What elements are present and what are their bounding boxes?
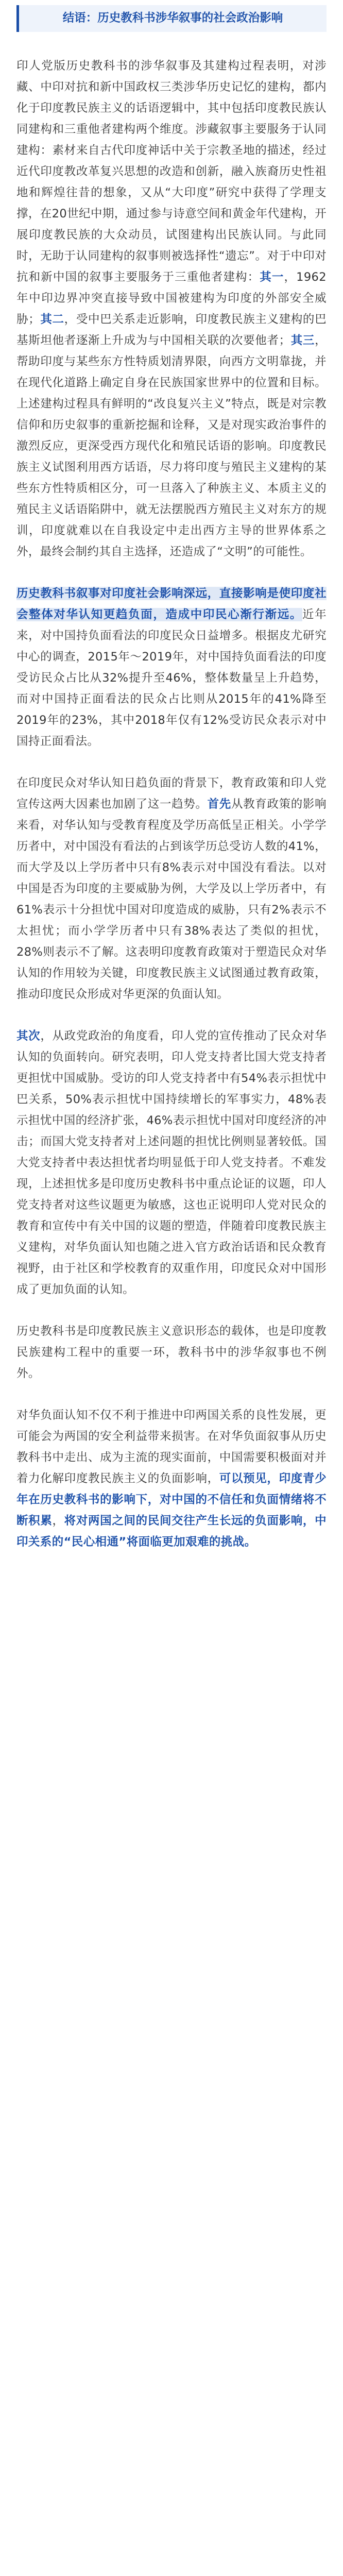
body-text: 印人党版历史教科书的涉华叙事及其建构过程表明，对涉藏、中印对抗和新中国政权三类涉华历史记忆的建构，都内化于印度教民族主义的话语逻辑中，其中包括印度教民族认同建构和三重他者建构两个维度。涉藏叙事主要服务于认同建构：素材来自古代印度神话中关于宗教圣地的描述，经过近代印度教改革复兴思想的改造和创新，融入族裔历史性祖地和辉煌往昔的想象，又从“大印度”研究中获得了学理支撑，在20世纪中期，通过参与诗意空间和黄金年代建构，开展印度教民族的大众动员，试图建构出民族认同。与此同时，无助于认同建构的叙事则被选择性“遗忘”。对于中印对抗和新中国的叙事主要服务于三重他者建构： — [16, 59, 327, 284]
highlighted-text: 历史教科书叙事对印度社会影响深远，直接影响是使印度社会整体对华认知更趋负面，造成中印民心渐行渐远。 — [16, 587, 327, 621]
paragraph — [16, 773, 327, 1005]
highlighted-text: 其二 — [40, 313, 64, 326]
body-text: ，从政党政治的角度看，印人党的宣传推动了民众对华认知的负面转向。研究表明，印人党支持者比国大党支持者更担忧中国威胁。受访的印人党支持者中有54%表示担忧中巴关系，50%表示担忧中国持续增长的军事实力，48%表示担忧中国的经济扩张，46%表示担忧中国对印度经济的冲击；而国大党支持者对上述问题的担忧比例则显著较低。国大党支持者中表达担忧者均明显低于印人党支持者。不难发现，上述担忧多是印度历史教科书中重点论证的议题，印人党支持者对这些议题更为敏感，这也正说明印人党对民众的教育和宣传中有关中国的议题的塑造，伴随着印度教民族主义建构，对华负面认知也随之进入官方政治话语和民众教育视野，由于社区和学校教育的双重作用，印度民众对中国形成了更加负面的认知。 — [16, 1029, 327, 1296]
highlighted-text: 其三 — [290, 334, 315, 347]
body-text: ，1962年中印边界冲突直接导致中国被建构为印度的外部安全威胁； — [16, 270, 327, 326]
body-text: ， — [52, 1514, 64, 1528]
body-text: 近年来，对中国持负面看法的印度民众日益增多。根据皮尤研究中心的调查，2015年～2019年，对中国持负面看法的印度受访民众占比从32%提升至46%，整体数量呈上升趋势，而对中国持正面看法的民众占比则从2015年的41%降至2019年的23%，其中2018年仅有12%受访民众表示对中国持正面看法。 — [16, 608, 327, 748]
highlighted-text: 首先 — [207, 798, 231, 811]
highlighted-text: 将对两国之间的民间交往产生长远的负面影响，中印关系的“民心相通”将面临更加艰难的挑战。 — [16, 1514, 327, 1549]
body-text: 从教育政策的影响来看，对华认知与受教育程度及学历高低呈正相关。小学学历者中，对中国没有看法的占到该学历总受访人数的41%，而大学及以上学历者中只有8%表示对中国没有看法。以对中国是否为印度的主要威胁为例，大学及以上学历者中，有61%表示十分担忧中国对印度造成的威胁，只有2%表示不太担忧；而小学学历者中只有38%表达了类似的担忧，28%则表示不了解。这表明印度教育政策对于塑造民众对华认知的作用较为关键，印度教民族主义试图通过教育政策，推动印度民众形成对华更深的负面认知。 — [16, 798, 327, 1001]
body-text: 历史教科书是印度教民族主义意识形态的载体，也是印度教民族建构工程中的重要一环，教科书中的涉华叙事也不例外。 — [16, 1325, 327, 1380]
paragraph — [16, 1405, 327, 1553]
paragraph — [16, 583, 327, 752]
body-text: 对华负面认知不仅不利于推进中印两国关系的良性发展，更可能会为两国的安全利益带来损害。在对华负面叙事从历史教科书中走出、成为主流的现实面前，中国需要积极面对并着力化解印度教民族主义的负面影响， — [16, 1409, 327, 1485]
paragraph — [16, 1026, 327, 1300]
article — [0, 5, 343, 1594]
highlighted-text: 可以预见，印度青少年在历史教科书的影响下，对中国的不信任和负面情绪将不断积累 — [16, 1472, 327, 1528]
highlighted-text: 其一 — [260, 270, 284, 284]
paragraph — [16, 56, 327, 563]
body-text: 在印度民众对华认知日趋负面的背景下，教育政策和印人党宣传这两大因素也加剧了这一趋势。 — [16, 776, 327, 811]
article-body — [16, 56, 327, 1553]
body-text: ，帮助印度与某些东方性特质划清界限，向西方文明靠拢，并在现代化道路上确定自身在民族国家世界中的位置和目标。上述建构过程具有鲜明的“改良复兴主义”特点，既是对宗教信仰和历史叙事的重新挖掘和诠释，又是对现实政治事件的激烈反应，更深受西方现代化和殖民话语的影响。印度教民族主义试图利用西方话语，尽力将印度与殖民主义建构的某些东方性特质相区分，可一旦落入了种族主义、本质主义的殖民主义话语陷阱中，就无法摆脱西方殖民主义对东方的规训，印度就难以在自我设定中走出西方主导的世界体系之外，最终会制约其自主选择，还造成了“文明”的可能性。 — [16, 334, 327, 558]
section-title: 结语：历史教科书涉华叙事的社会政治影响 — [16, 5, 327, 32]
paragraph — [16, 1321, 327, 1384]
body-text: ，受中巴关系走近影响，印度教民族主义建构的巴基斯坦他者逐渐上升成为与中国相关联的次要他者； — [16, 313, 327, 347]
highlighted-text: 其次 — [16, 1029, 41, 1043]
